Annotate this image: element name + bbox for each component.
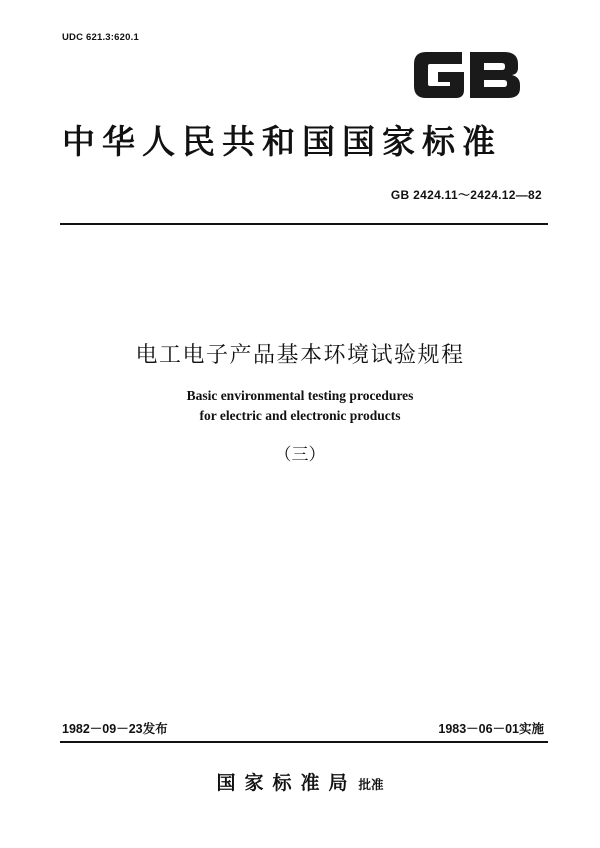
- approved-label: 批准: [358, 777, 384, 792]
- gb-logo: [408, 42, 524, 108]
- gb-logo-graphic: [408, 42, 524, 108]
- part-number: （三）: [274, 445, 326, 465]
- standard-number: GB 2424.11～2424.12—82: [390, 188, 542, 202]
- chinese-title: 电工电子产品基本环境试验规程: [135, 343, 465, 368]
- approval-line: [0, 768, 600, 795]
- implementation-date: 1983－06－01实施: [438, 722, 544, 736]
- issue-date: 1982－09－23发布: [62, 722, 168, 736]
- udc-code: UDC 621.3:620.1: [62, 32, 139, 43]
- top-divider: [60, 223, 548, 225]
- national-standard-title: 中华人民共和国国家标准: [62, 122, 502, 161]
- issuing-authority: 国家标准局: [216, 772, 357, 794]
- bottom-divider: [60, 741, 548, 743]
- english-title-line-1: Basic environmental testing procedures: [186, 388, 414, 403]
- english-title-line-2: for electric and electronic products: [199, 408, 401, 423]
- english-title: [0, 386, 600, 426]
